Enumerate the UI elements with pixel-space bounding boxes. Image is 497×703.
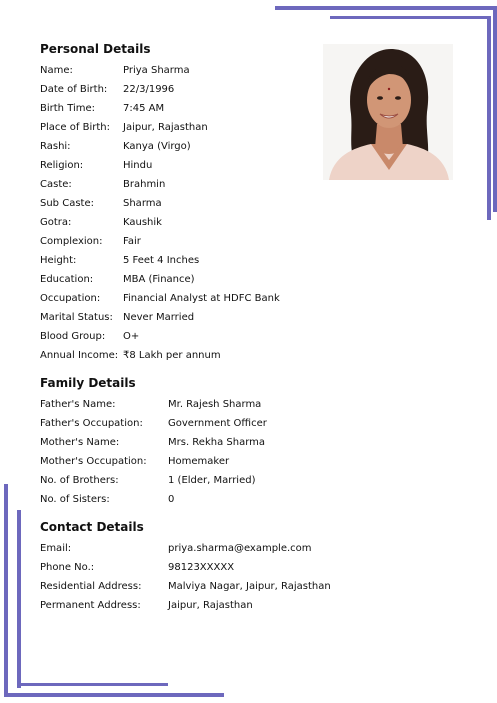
personal-detail-row (40, 327, 280, 346)
frame-line-right-outer (493, 6, 497, 212)
family-detail-row (40, 452, 267, 471)
detail-label: Permanent Address: (40, 600, 141, 611)
detail-label: Place of Birth: (40, 122, 110, 133)
contact-detail-row (40, 558, 331, 577)
detail-value: Never Married (123, 312, 195, 323)
detail-label: Marital Status: (40, 312, 113, 323)
family-detail-row (40, 433, 267, 452)
family-detail-row (40, 414, 267, 433)
detail-label: Annual Income: (40, 350, 119, 361)
detail-label: Mother's Name: (40, 437, 120, 448)
family-detail-row (40, 395, 267, 414)
detail-label: Name: (40, 65, 73, 76)
detail-label: No. of Sisters: (40, 494, 110, 505)
personal-detail-row (40, 194, 280, 213)
detail-value: Brahmin (123, 179, 166, 190)
detail-value: Mrs. Rekha Sharma (168, 437, 266, 448)
profile-photo (323, 44, 453, 180)
contact-details-list (40, 539, 331, 615)
detail-value: MBA (Finance) (123, 274, 195, 285)
detail-value: Mr. Rajesh Sharma (168, 399, 262, 410)
detail-value: 22/3/1996 (123, 84, 175, 95)
detail-value: Government Officer (168, 418, 267, 429)
detail-label: Email: (40, 543, 72, 554)
detail-value: Sharma (123, 198, 162, 209)
detail-label: Height: (40, 255, 77, 266)
detail-value: 0 (168, 494, 175, 505)
personal-detail-row (40, 270, 280, 289)
personal-detail-row (40, 61, 280, 80)
detail-value: 5 Feet 4 Inches (123, 255, 200, 266)
family-detail-row (40, 490, 267, 509)
detail-value: 7:45 AM (123, 103, 165, 114)
family-details-list (40, 395, 267, 509)
detail-value: O+ (123, 331, 140, 342)
detail-value: Kanya (Virgo) (123, 141, 191, 152)
frame-line-left-inner (17, 510, 21, 688)
detail-label: Rashi: (40, 141, 71, 152)
detail-value: Jaipur, Rajasthan (168, 600, 253, 611)
personal-detail-row (40, 289, 280, 308)
frame-line-right-inner (487, 16, 491, 220)
personal-details-heading: Personal Details (40, 42, 151, 56)
personal-details-list (40, 61, 280, 365)
detail-label: Blood Group: (40, 331, 106, 342)
detail-value: Priya Sharma (123, 65, 190, 76)
contact-details-heading: Contact Details (40, 520, 144, 534)
personal-detail-row (40, 175, 280, 194)
frame-line-top-inner (330, 16, 491, 19)
personal-detail-row (40, 80, 280, 99)
detail-label: Complexion: (40, 236, 103, 247)
detail-value: Financial Analyst at HDFC Bank (123, 293, 280, 304)
personal-detail-row (40, 99, 280, 118)
detail-label: Occupation: (40, 293, 101, 304)
personal-detail-row (40, 251, 280, 270)
detail-label: Education: (40, 274, 94, 285)
detail-label: Gotra: (40, 217, 72, 228)
detail-label: Sub Caste: (40, 198, 94, 209)
family-details-heading: Family Details (40, 376, 136, 390)
detail-value: 1 (Elder, Married) (168, 475, 256, 486)
detail-value: Kaushik (123, 217, 162, 228)
frame-line-left-outer (4, 484, 8, 697)
personal-detail-row (40, 137, 280, 156)
detail-value: Hindu (123, 160, 153, 171)
contact-detail-row (40, 577, 331, 596)
personal-details-section (40, 41, 280, 365)
detail-value: Jaipur, Rajasthan (123, 122, 208, 133)
family-detail-row (40, 471, 267, 490)
contact-details-section (40, 519, 331, 615)
detail-label: Birth Time: (40, 103, 96, 114)
family-details-section (40, 375, 267, 509)
personal-detail-row (40, 156, 280, 175)
detail-label: Caste: (40, 179, 72, 190)
detail-value: ₹8 Lakh per annum (123, 350, 221, 361)
personal-detail-row (40, 346, 280, 365)
personal-detail-row (40, 308, 280, 327)
detail-label: Residential Address: (40, 581, 142, 592)
detail-value: 98123XXXXX (168, 562, 235, 573)
detail-label: Father's Occupation: (40, 418, 143, 429)
detail-label: No. of Brothers: (40, 475, 119, 486)
personal-detail-row (40, 213, 280, 232)
detail-value: priya.sharma@example.com (168, 543, 312, 554)
frame-line-top-outer (275, 6, 497, 10)
frame-line-bottom-outer (4, 693, 224, 697)
contact-detail-row (40, 596, 331, 615)
detail-value: Homemaker (168, 456, 230, 467)
personal-detail-row (40, 118, 280, 137)
detail-label: Religion: (40, 160, 84, 171)
detail-label: Date of Birth: (40, 84, 108, 95)
portrait-illustration (323, 44, 453, 180)
detail-value: Fair (123, 236, 141, 247)
detail-label: Mother's Occupation: (40, 456, 147, 467)
frame-line-bottom-inner (17, 683, 168, 686)
contact-detail-row (40, 539, 331, 558)
detail-label: Father's Name: (40, 399, 116, 410)
personal-detail-row (40, 232, 280, 251)
detail-label: Phone No.: (40, 562, 95, 573)
detail-value: Malviya Nagar, Jaipur, Rajasthan (168, 581, 331, 592)
